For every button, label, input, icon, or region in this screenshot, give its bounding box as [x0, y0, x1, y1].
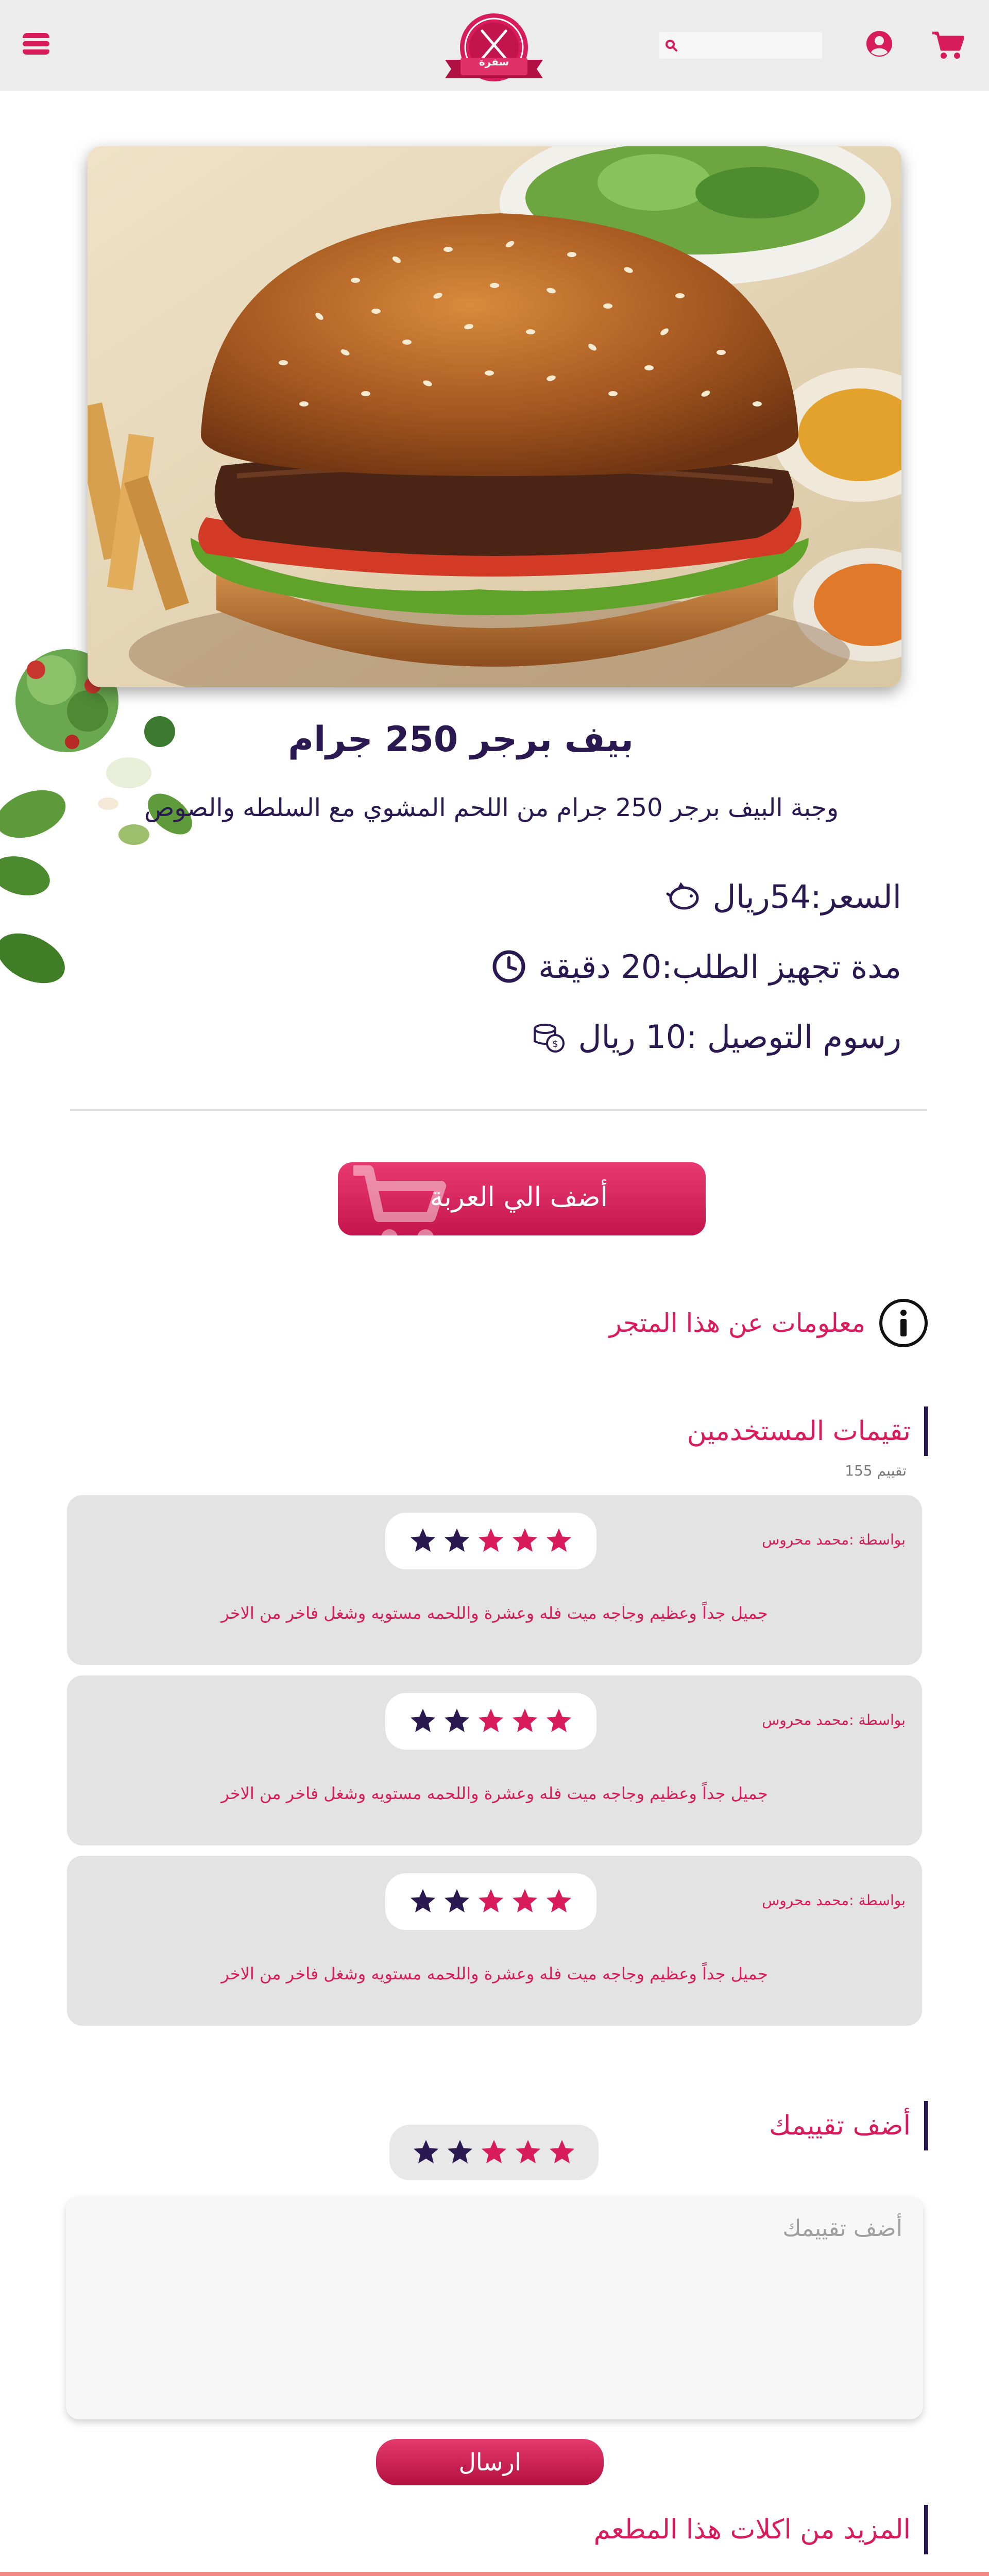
- review-text: جميل جداً وعظيم وجاجه ميت فله وعشرة واللحمه مستويه وشغل فاخر من الاخر: [221, 1964, 768, 1984]
- review-text: جميل جداً وعظيم وجاجه ميت فله وعشرة واللحمه مستويه وشغل فاخر من الاخر: [221, 1784, 768, 1803]
- hamburger-menu-icon[interactable]: [23, 33, 49, 57]
- review-author: بواسطة :محمد محروس: [762, 1892, 906, 1909]
- piggy-bank-icon: [666, 878, 702, 914]
- search-bar[interactable]: [659, 32, 822, 59]
- star-filled-icon: [510, 1887, 539, 1916]
- star-empty-icon[interactable]: [412, 2138, 440, 2167]
- product-price: السعر:54ريال: [712, 877, 901, 916]
- logo[interactable]: [440, 6, 548, 89]
- star-filled-icon: [510, 1707, 539, 1736]
- clock-icon: [491, 948, 527, 985]
- star-filled-icon[interactable]: [480, 2138, 508, 2167]
- reviews-heading: [687, 1406, 928, 1456]
- logo-text: سفرة: [479, 56, 509, 68]
- star-empty-icon: [442, 1527, 471, 1555]
- more-dishes-heading: [594, 2505, 928, 2554]
- review-author: بواسطة :محمد محروس: [762, 1531, 906, 1548]
- cart-icon[interactable]: [931, 30, 964, 60]
- review-stars: [385, 1693, 596, 1750]
- divider: [70, 1109, 927, 1111]
- add-to-cart-label: أضف الي العربة: [430, 1182, 608, 1213]
- info-icon: [879, 1298, 928, 1348]
- rating-input-stars[interactable]: [389, 2125, 599, 2180]
- store-info-label: معلومات عن هذا المتجر: [609, 1308, 865, 1338]
- star-filled-icon: [544, 1707, 573, 1736]
- review-card: [67, 1675, 922, 1845]
- rating-count: تقييم 155: [845, 1462, 907, 1479]
- star-filled-icon[interactable]: [514, 2138, 542, 2167]
- star-filled-icon: [544, 1887, 573, 1916]
- site-header: [0, 0, 989, 91]
- delivery-fee-row: [531, 1016, 901, 1057]
- price-row: [666, 876, 901, 917]
- star-filled-icon[interactable]: [548, 2138, 576, 2167]
- review-card: [67, 1495, 922, 1665]
- svg-text:$: $: [552, 1039, 559, 1049]
- add-to-cart-button[interactable]: [338, 1162, 706, 1235]
- heading-bar: [924, 2101, 928, 2150]
- search-input[interactable]: [682, 36, 816, 55]
- review-stars: [385, 1873, 596, 1930]
- review-stars: [385, 1513, 596, 1569]
- store-info-link[interactable]: [609, 1297, 928, 1349]
- search-icon[interactable]: [664, 39, 678, 52]
- more-dishes-heading-text: المزيد من اكلات هذا المطعم: [593, 2514, 911, 2545]
- star-empty-icon: [408, 1527, 437, 1555]
- product-description: وجبة البيف برجر 250 جرام من اللحم المشوي مع السلطه والصوص: [144, 793, 839, 822]
- review-card: [67, 1856, 922, 2026]
- prep-time: مدة تجهيز الطلب:20 دقيقة: [538, 947, 901, 986]
- dishes-carousel: [0, 2572, 989, 2576]
- delivery-fee: رسوم التوصيل :10 ريال: [578, 1018, 901, 1056]
- star-empty-icon: [442, 1707, 471, 1736]
- product-image: [88, 146, 901, 687]
- heading-bar: [924, 2505, 928, 2554]
- prep-time-row: [491, 946, 901, 987]
- review-text: جميل جداً وعظيم وجاجه ميت فله وعشرة واللحمه مستويه وشغل فاخر من الاخر: [221, 1603, 768, 1623]
- user-icon[interactable]: [865, 30, 893, 58]
- heading-bar: [924, 1406, 928, 1456]
- send-review-button[interactable]: ارسال: [376, 2439, 604, 2485]
- star-filled-icon: [544, 1527, 573, 1555]
- star-filled-icon: [476, 1887, 505, 1916]
- add-review-heading-text: أضف تقييمك: [769, 2110, 911, 2141]
- coins-icon: [531, 1019, 567, 1055]
- star-empty-icon[interactable]: [446, 2138, 474, 2167]
- star-empty-icon: [442, 1887, 471, 1916]
- review-author: بواسطة :محمد محروس: [762, 1711, 906, 1728]
- star-empty-icon: [408, 1707, 437, 1736]
- star-filled-icon: [476, 1527, 505, 1555]
- star-empty-icon: [408, 1887, 437, 1916]
- review-textarea[interactable]: [66, 2197, 923, 2419]
- star-filled-icon: [510, 1527, 539, 1555]
- add-review-heading: [769, 2101, 928, 2150]
- star-filled-icon: [476, 1707, 505, 1736]
- reviews-heading-text: تقيمات المستخدمين: [687, 1416, 911, 1447]
- product-title: بيف برجر 250 جرام: [288, 719, 634, 760]
